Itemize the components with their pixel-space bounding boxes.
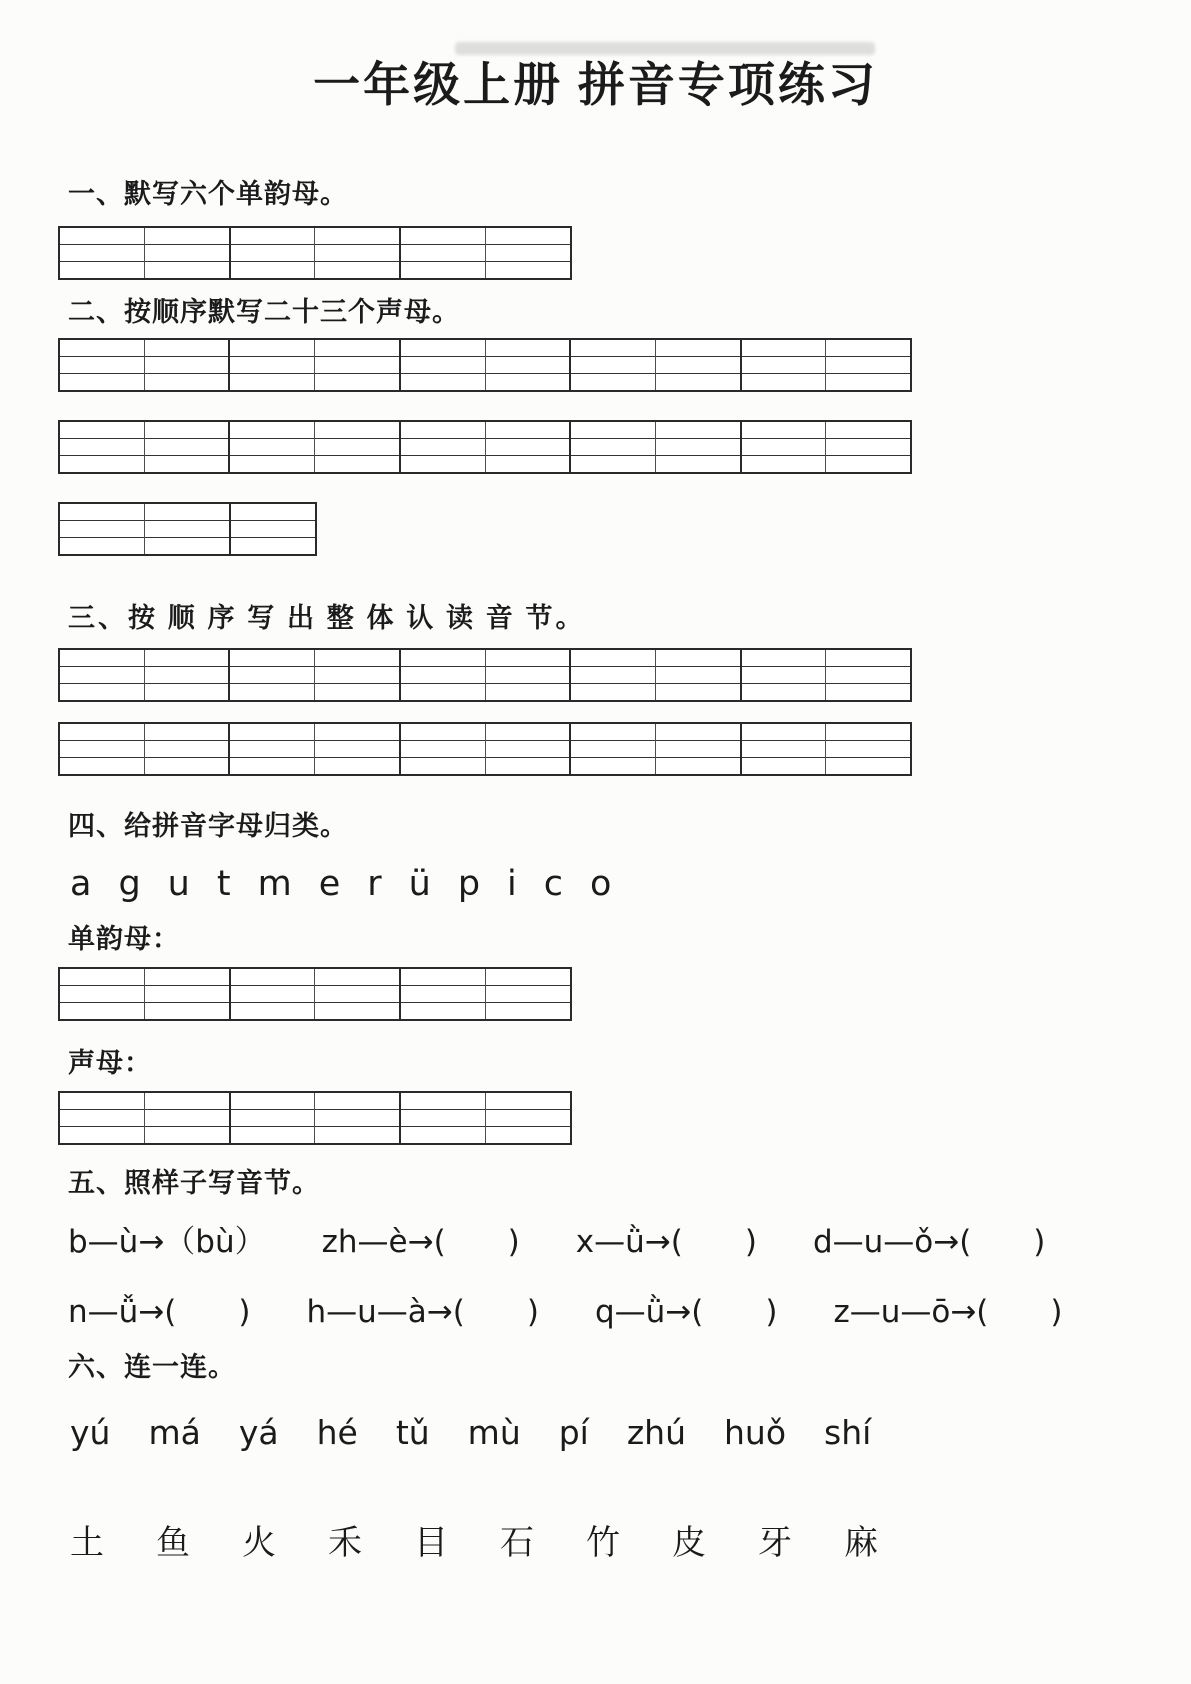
hanzi-item: 土	[70, 1525, 105, 1563]
hanzi-item: 禾	[328, 1525, 363, 1563]
letter-item: u	[167, 863, 190, 904]
grid-cell	[60, 504, 145, 554]
letter-item: c	[543, 863, 564, 904]
hanzi-item: 火	[242, 1525, 277, 1563]
vowel-label: 单韵母：	[68, 923, 180, 954]
pinyin-item: zhú	[626, 1413, 687, 1453]
pinyin-item: yá	[238, 1413, 279, 1453]
grid-cells	[60, 340, 910, 390]
grid-cell	[486, 340, 572, 390]
hanzi-row	[70, 1521, 1191, 1567]
syllable-row-2	[68, 1291, 1191, 1333]
page-title: 一年级上册 拼音专项练习	[313, 60, 878, 112]
grid-cell	[230, 340, 315, 390]
letter-item: e	[318, 863, 341, 904]
grid-cell	[401, 969, 486, 1019]
grid-cell	[60, 724, 145, 774]
grid-cells	[60, 228, 570, 278]
pinyin-writing-grid-sort-initials	[58, 1091, 572, 1145]
section6-heading: 六、连一连。	[68, 1351, 236, 1382]
grid-cell	[315, 650, 401, 700]
grid-cell	[486, 422, 572, 472]
grid-cell	[231, 1093, 316, 1143]
section2-heading: 二、按顺序默写二十三个声母。	[68, 297, 460, 328]
grid-cell	[230, 422, 315, 472]
grid-cell	[145, 340, 231, 390]
grid-cell	[742, 340, 827, 390]
pinyin-item: tǔ	[395, 1413, 430, 1453]
grid-cell	[231, 969, 316, 1019]
grid-cell	[315, 724, 401, 774]
grid-cell	[826, 340, 910, 390]
syllable-item: n—ǚ→( )	[68, 1293, 251, 1330]
section3-heading: 三、按 顺 序 写 出 整 体 认 读 音 节。	[68, 602, 586, 633]
grid-cell	[60, 650, 145, 700]
grid-cell	[486, 1093, 570, 1143]
pinyin-writing-grid-sort-vowels	[58, 967, 572, 1021]
section4-heading: 四、给拼音字母归类。	[68, 811, 348, 842]
pinyin-writing-grid-initials-1	[58, 338, 912, 392]
grid-cell	[656, 724, 742, 774]
pinyin-item: shí	[824, 1413, 872, 1453]
pinyin-item: má	[148, 1413, 201, 1453]
grid-cell	[401, 650, 486, 700]
letter-item: t	[216, 863, 231, 904]
grid-cell	[230, 650, 315, 700]
grid-cell	[571, 422, 656, 472]
grid-cell	[145, 504, 231, 554]
grid-cell	[145, 1093, 231, 1143]
grid-cell	[571, 724, 656, 774]
grid-cell	[315, 969, 401, 1019]
grid-cell	[486, 724, 572, 774]
hanzi-item: 竹	[586, 1525, 621, 1563]
hanzi-item: 石	[500, 1525, 535, 1563]
grid-cells	[60, 650, 910, 700]
syllable-item: x—ǜ→( )	[575, 1223, 757, 1260]
syllable-item: h—u—à→( )	[306, 1293, 539, 1330]
pinyin-writing-grid-initials-3	[58, 502, 317, 556]
hanzi-item: 皮	[672, 1525, 707, 1563]
pinyin-item: hé	[316, 1413, 358, 1453]
pinyin-writing-grid-vowels	[58, 226, 572, 280]
grid-cell	[60, 969, 145, 1019]
hanzi-item: 目	[414, 1525, 449, 1563]
hanzi-item: 鱼	[156, 1525, 191, 1563]
grid-cell	[656, 340, 742, 390]
letter-item: p	[457, 863, 481, 904]
section5-heading: 五、照样子写音节。	[68, 1167, 320, 1198]
grid-cell	[401, 724, 486, 774]
grid-cells	[60, 422, 910, 472]
letter-item: ü	[408, 863, 431, 904]
grid-cell	[571, 650, 656, 700]
letter-item: i	[507, 863, 517, 904]
syllable-item: zh—è→( )	[321, 1223, 520, 1260]
grid-cells	[60, 1093, 570, 1143]
pinyin-writing-grid-initials-2	[58, 420, 912, 474]
pinyin-item: pí	[558, 1413, 589, 1453]
pinyin-writing-grid-syllables-2	[58, 722, 912, 776]
grid-cell	[742, 724, 827, 774]
grid-cell	[486, 228, 570, 278]
pinyin-item: mù	[467, 1413, 521, 1453]
grid-cell	[60, 340, 145, 390]
syllable-item: z—u—ō→( )	[833, 1293, 1063, 1330]
hanzi-item: 麻	[844, 1525, 879, 1563]
grid-cells	[60, 504, 315, 554]
grid-cell	[826, 422, 910, 472]
grid-cell	[230, 724, 315, 774]
grid-cell	[315, 1093, 401, 1143]
grid-cell	[826, 724, 910, 774]
pinyin-item: huǒ	[724, 1413, 787, 1453]
initial-label: 声母：	[68, 1047, 152, 1078]
grid-cell	[486, 969, 570, 1019]
pinyin-writing-grid-syllables-1	[58, 648, 912, 702]
syllable-item: q—ǜ→( )	[594, 1293, 778, 1330]
grid-cell	[60, 228, 145, 278]
grid-cell	[401, 422, 486, 472]
grid-cell	[145, 724, 231, 774]
grid-cell	[401, 1093, 486, 1143]
letter-item: r	[367, 863, 382, 904]
letter-item: m	[257, 863, 292, 904]
grid-cell	[742, 422, 827, 472]
section1-heading: 一、默写六个单韵母。	[68, 178, 348, 209]
letter-item: a	[70, 863, 92, 904]
grid-cell	[742, 650, 827, 700]
grid-cell	[656, 422, 742, 472]
syllable-row-1	[68, 1221, 1191, 1263]
grid-cell	[231, 228, 316, 278]
grid-cell	[315, 228, 401, 278]
grid-cell	[145, 969, 231, 1019]
scan-artifact	[455, 42, 875, 55]
hanzi-item: 牙	[758, 1525, 793, 1563]
letter-item: o	[590, 863, 612, 904]
grid-cell	[656, 650, 742, 700]
grid-cell	[60, 422, 145, 472]
grid-cell	[145, 228, 231, 278]
grid-cell	[315, 340, 401, 390]
grid-cell	[60, 1093, 145, 1143]
pinyin-row	[70, 1411, 1191, 1455]
grid-cells	[60, 969, 570, 1019]
syllable-item: d—u—ǒ→( )	[812, 1223, 1046, 1260]
grid-cell	[145, 650, 231, 700]
grid-cell	[145, 422, 231, 472]
grid-cell	[231, 504, 315, 554]
grid-cell	[401, 340, 486, 390]
grid-cell	[571, 340, 656, 390]
grid-cell	[826, 650, 910, 700]
syllable-item: b—ù→（bù）	[68, 1223, 266, 1260]
grid-cell	[401, 228, 486, 278]
pinyin-item: yú	[70, 1413, 111, 1453]
letter-item: g	[118, 863, 141, 904]
letters-row	[70, 863, 1191, 905]
grid-cell	[486, 650, 572, 700]
grid-cell	[315, 422, 401, 472]
grid-cells	[60, 724, 910, 774]
